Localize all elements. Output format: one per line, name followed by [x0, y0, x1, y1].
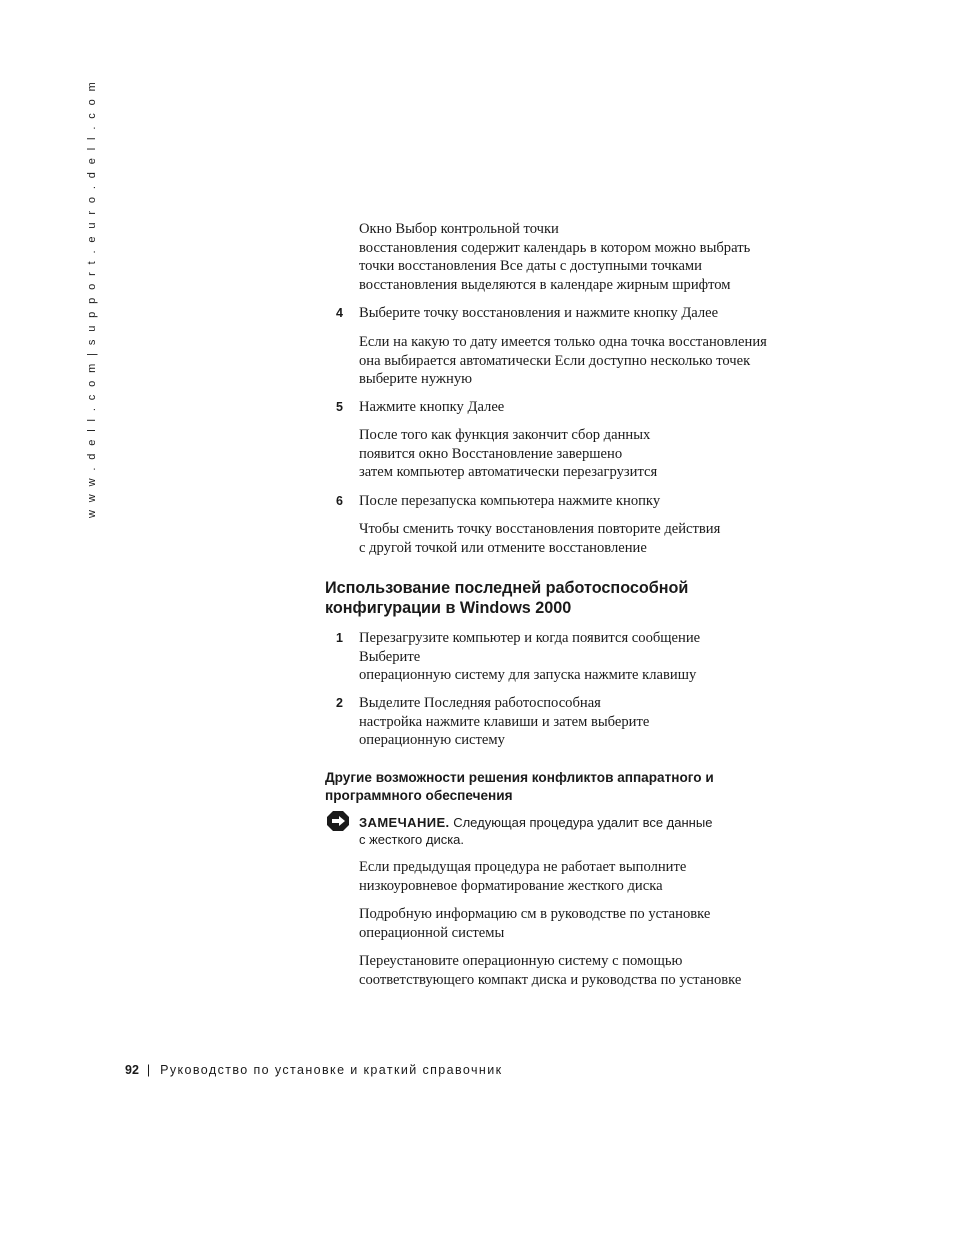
text-line: восстановления содержит календарь в котором можно выбрать	[359, 239, 751, 256]
text-line: Перезагрузите компьютер и когда появится сообщение	[359, 630, 701, 646]
text-line: Выберите	[359, 648, 421, 665]
step-6-text	[359, 492, 809, 511]
step-1-text	[359, 629, 809, 685]
heading-line: Другие возможности решения конфликтов аппаратного и	[325, 770, 714, 785]
text-line: точки восстановления Все даты с доступными точками	[359, 258, 702, 275]
text-line: Чтобы сменить точку восстановления повторите действия	[359, 521, 721, 537]
text-line: с другой точкой или отмените восстановление	[359, 539, 647, 556]
paragraph-more-info	[359, 905, 809, 942]
heading-line: конфигурации в Windows 2000	[325, 599, 572, 617]
text-line: Если на какую то дату имеется только одна точка восстановления	[359, 334, 767, 350]
text-line: настройка нажмите клавиши и затем выберите	[359, 713, 650, 730]
footer-separator: |	[146, 1063, 151, 1077]
paragraph-step-6	[359, 520, 809, 557]
text-line: соответствующего компакт диска и руководства по установке	[359, 971, 742, 988]
text-line: операционную систему для запуска нажмите клавишу	[359, 667, 697, 684]
paragraph-step-4	[359, 333, 809, 389]
section-heading-last-config	[325, 578, 688, 618]
text-line: затем компьютер автоматически перезагрузится	[359, 464, 658, 481]
notice-body: Следующая процедура удалит все данные	[449, 815, 713, 830]
text-line: Выберите точку восстановления и нажмите кнопку Далее	[359, 305, 719, 321]
heading-line: программного обеспечения	[325, 788, 513, 803]
text-line: Нажмите кнопку Далее	[359, 399, 505, 415]
notice-icon	[326, 810, 350, 832]
text-line: операционной системы	[359, 924, 505, 941]
notice-text	[359, 814, 712, 848]
text-line: выберите нужную	[359, 371, 473, 388]
step-number-1: 1	[336, 631, 343, 645]
text-line: Окно Выбор контрольной точки	[359, 221, 559, 237]
text-line: восстановления выделяются в календаре жирным шрифтом	[359, 277, 731, 294]
text-line: Переустановите операционную систему с помощью	[359, 953, 683, 969]
page-footer	[125, 1061, 502, 1079]
text-line: Если предыдущая процедура не работает выполните	[359, 859, 687, 875]
paragraph-format	[359, 858, 809, 895]
footer-title: Руководство по установке и краткий справочник	[160, 1063, 503, 1077]
text-line: операционную систему	[359, 732, 505, 749]
text-line: она выбирается автоматически Если доступно несколько точек	[359, 352, 751, 369]
step-5-text	[359, 398, 809, 417]
notice-label: ЗАМЕЧАНИЕ.	[359, 815, 450, 830]
step-number-4: 4	[336, 306, 343, 320]
side-url: w w w . d e l l . c o m | s u p p o r t . e u r o . d e l l . c o m	[86, 79, 98, 518]
paragraph-step-5	[359, 426, 809, 482]
text-line: низкоуровневое форматирование жесткого диска	[359, 877, 663, 894]
text-line: После перезапуска компьютера нажмите кнопку	[359, 493, 661, 509]
step-2-text	[359, 694, 809, 750]
text-line: Подробную информацию см в руководстве по установке	[359, 906, 711, 922]
text-line: Выделите Последняя работоспособная	[359, 695, 601, 711]
step-number-2: 2	[336, 696, 343, 710]
paragraph-reinstall	[359, 952, 809, 989]
text-line: После того как функция закончит сбор данных	[359, 427, 651, 443]
page-number: 92	[125, 1063, 139, 1077]
step-number-5: 5	[336, 400, 343, 414]
notice-line-2: с жесткого диска.	[359, 832, 465, 847]
section-heading-other-options	[325, 769, 714, 805]
paragraph-window-description	[359, 220, 809, 295]
heading-line: Использование последней работоспособной	[325, 579, 689, 597]
step-number-6: 6	[336, 494, 343, 508]
text-line: появится окно Восстановление завершено	[359, 445, 623, 462]
step-4-text	[359, 304, 809, 323]
